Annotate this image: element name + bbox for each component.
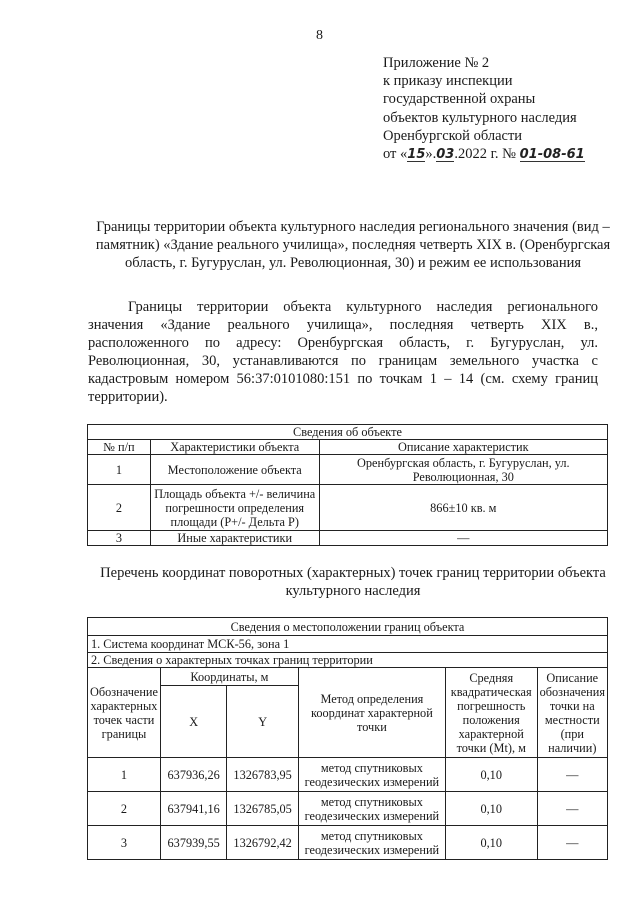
coordinates-table [87, 617, 608, 860]
cell-number: 1 [88, 455, 151, 485]
cell-method: метод спутниковых геодезических измерений [298, 758, 445, 792]
annex-line-4: объектов культурного наследия [383, 109, 577, 126]
cell-mt: 0,10 [445, 758, 537, 792]
header-description: Описание характеристик [319, 440, 607, 455]
annex-block [383, 54, 633, 163]
cell-method: метод спутниковых геодезических измерений [298, 792, 445, 826]
coordinate-system: 1. Система координат МСК-56, зона 1 [88, 636, 608, 653]
header-method: Метод определения координат характерной точки [298, 668, 445, 758]
date-mid: ». [425, 146, 437, 163]
header-x: X [160, 686, 226, 758]
header-coordinates: Координаты, м [160, 668, 298, 686]
object-info-table [87, 424, 608, 546]
date-year: .2022 г. № [454, 146, 516, 163]
cell-method: метод спутниковых геодезических измерений [298, 826, 445, 860]
date-day: 15 [407, 147, 426, 163]
cell-desc: — [537, 758, 607, 792]
cell-characteristic: Площадь объекта +/- величина погрешности определения площади (Р+/- Дельта Р) [150, 485, 319, 531]
table-row [88, 826, 608, 860]
page-number: 8 [316, 28, 323, 43]
table-row [88, 792, 608, 826]
cell-characteristic: Местоположение объекта [150, 455, 319, 485]
date-month: 03 [436, 147, 455, 163]
cell-description: — [319, 531, 607, 546]
document-title: Границы территории объекта культурного наследия регионального значения (вид – памятник) «Здание реального училища», последняя четверть XIX в. (Оренбургская область, г. Бугуруслан, ул. Революционная, 30) и режим ее использования [95, 219, 611, 271]
cell-characteristic: Иные характеристики [150, 531, 319, 546]
cell-mt: 0,10 [445, 826, 537, 860]
annex-line-2: к приказу инспекции [383, 73, 513, 90]
points-title: 2. Сведения о характерных точках границ территории [88, 653, 608, 668]
header-characteristics: Характеристики объекта [150, 440, 319, 455]
cell-description: Оренбургская область, г. Бугуруслан, ул. Революционная, 30 [319, 455, 607, 485]
header-designation: Обозначение характерных точек части границы [88, 668, 161, 758]
cell-number: 3 [88, 531, 151, 546]
cell-x: 637939,55 [160, 826, 226, 860]
cell-x: 637941,16 [160, 792, 226, 826]
annex-line-1: Приложение № 2 [383, 55, 490, 71]
boundary-paragraph: Границы территории объекта культурного наследия регионального значения «Здание реального училища», последняя четверть XIX в., расположенного по адресу: Оренбургская область, г. Бугуруслан, ул. Революционная, 30, устанавливаются по границам земельного участка с кадастровым номером 56:37:0101080:151 по точкам 1 – 14 (см. схему границ территории). [88, 299, 598, 405]
date-prefix: от « [383, 146, 408, 163]
cell-point: 3 [88, 826, 161, 860]
cell-point: 2 [88, 792, 161, 826]
table-row [88, 758, 608, 792]
header-point-description: Описание обозначения точки на местности (при наличии) [537, 668, 607, 758]
doc-number: 01-08-61 [519, 147, 585, 163]
annex-line-3: государственной охраны [383, 91, 536, 108]
header-number: № п/п [88, 440, 151, 455]
header-error: Средняя квадратическая погрешность положения характерной точки (Mt), м [445, 668, 537, 758]
cell-desc: — [537, 826, 607, 860]
header-y: Y [227, 686, 299, 758]
table-row [88, 485, 608, 531]
table-row [88, 455, 608, 485]
cell-point: 1 [88, 758, 161, 792]
coords-table-caption: Сведения о местоположении границ объекта [88, 618, 608, 636]
annex-date-line [383, 145, 633, 163]
cell-y: 1326783,95 [227, 758, 299, 792]
cell-description: 866±10 кв. м [319, 485, 607, 531]
cell-x: 637936,26 [160, 758, 226, 792]
annex-line-5: Оренбургской области [383, 127, 523, 144]
cell-y: 1326785,05 [227, 792, 299, 826]
cell-mt: 0,10 [445, 792, 537, 826]
cell-number: 2 [88, 485, 151, 531]
cell-desc: — [537, 792, 607, 826]
cell-y: 1326792,42 [227, 826, 299, 860]
object-table-caption: Сведения об объекте [88, 425, 608, 440]
coordinates-heading: Перечень координат поворотных (характерных) точек границ территории объекта культурного наследия [100, 565, 606, 599]
table-row [88, 531, 608, 546]
